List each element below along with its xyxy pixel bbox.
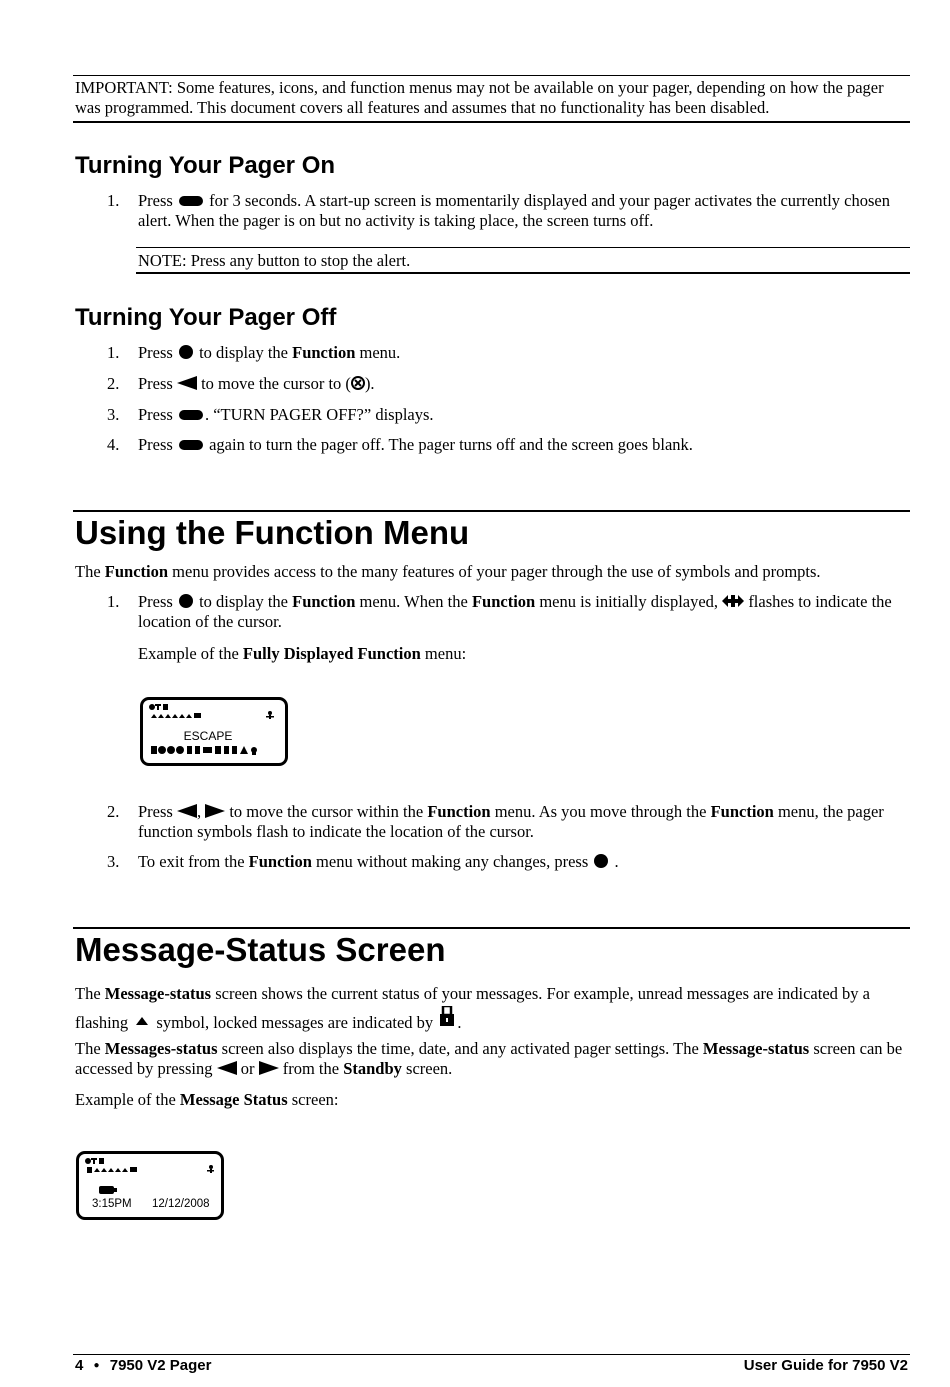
function-intro xyxy=(75,562,908,582)
left-arrow-icon xyxy=(177,376,197,390)
ms-p2-bold1: Messages-status xyxy=(104,1039,218,1058)
on-step-1-pre: Press xyxy=(138,191,173,210)
off-step-3-post: . “TURN PAGER OFF?” displays. xyxy=(204,405,434,424)
lock-icon xyxy=(440,1006,454,1026)
off-step-1-post: menu. xyxy=(359,343,401,362)
ms-p2-or: or xyxy=(240,1059,255,1078)
left-arrow-icon xyxy=(217,1061,237,1075)
function-menu-heading: Using the Function Menu xyxy=(75,514,470,551)
fn-step-2 xyxy=(138,802,908,842)
function-example-caption xyxy=(138,644,466,664)
turning-on-heading: Turning Your Pager On xyxy=(75,152,336,179)
power-button-icon xyxy=(179,410,203,420)
ms-example-bold: Message Status xyxy=(179,1090,288,1109)
off-step-3-pre: Press xyxy=(138,405,173,424)
function-section-rule xyxy=(73,510,910,512)
lcd-battery-icon xyxy=(99,1186,117,1194)
important-bottom-rule xyxy=(73,121,910,123)
off-step-4 xyxy=(138,435,908,455)
fn-step-1-b1: Function xyxy=(292,592,356,611)
ms-p2-pre: The xyxy=(75,1039,101,1058)
fn-step-3 xyxy=(138,852,908,872)
fn-step-1-e: flashes to indicate the location of the cursor. xyxy=(138,592,892,631)
fn-step-2-a: to move the cursor within the xyxy=(229,802,424,821)
fn-step-1-a: to display the xyxy=(199,592,288,611)
off-step-4-number: 4. xyxy=(107,435,120,454)
ms-p1-a: screen shows the current status of your messages. For example, unread messages are indicated by a flashing xyxy=(75,984,870,1032)
off-step-1-mid: to display the xyxy=(199,343,288,362)
message-status-p2 xyxy=(75,1039,908,1079)
off-step-1-number: 1. xyxy=(107,343,120,362)
note-bottom-rule xyxy=(136,272,910,274)
fn-step-3-pre: To exit from the xyxy=(138,852,245,871)
left-arrow-icon xyxy=(177,804,197,818)
fn-step-3-number: 3. xyxy=(107,852,120,871)
fn-step-1 xyxy=(138,592,908,632)
ms-p2-c: from the xyxy=(282,1059,340,1078)
ms-p1-b: symbol, locked messages are indicated by xyxy=(156,1013,434,1032)
ms-p2-d: screen. xyxy=(406,1059,453,1078)
lcd-status-icons xyxy=(148,703,278,721)
message-status-lcd xyxy=(76,1151,224,1220)
fn-example-pre: Example of the xyxy=(138,644,239,663)
fn-step-3-b1: Function xyxy=(248,852,312,871)
footer-bullet: ● xyxy=(93,1360,100,1371)
power-button-icon xyxy=(179,196,203,206)
fn-example-post: menu: xyxy=(424,644,467,663)
fn-step-3-end: . xyxy=(614,852,619,871)
off-step-2 xyxy=(138,374,908,394)
ms-p1-end: . xyxy=(457,1013,462,1032)
lcd-time: 3:15PM xyxy=(92,1198,132,1210)
function-menu-lcd xyxy=(140,697,288,766)
fn-step-1-b2: Function xyxy=(471,592,536,611)
footer-left xyxy=(75,1357,211,1377)
off-step-2-end: ). xyxy=(364,374,375,393)
fn-step-1-number: 1. xyxy=(107,592,120,611)
note-text: NOTE: Press any button to stop the alert. xyxy=(138,251,411,270)
ms-example-post: screen: xyxy=(291,1090,339,1109)
off-step-4-post: again to turn the pager off. The pager turns off and the screen goes blank. xyxy=(209,435,693,454)
lcd-status-icons xyxy=(84,1157,214,1175)
off-step-2-pre: Press xyxy=(138,374,173,393)
function-intro-pre: The xyxy=(75,562,101,581)
on-step-1-text: for 3 seconds. A start-up screen is momentarily displayed and your pager activates the currently chosen alert. When the pager is on but no activity is taking place, the screen turns off. xyxy=(138,191,890,230)
lcd-function-symbols xyxy=(151,744,281,756)
unread-triangle-icon xyxy=(136,1017,148,1025)
off-step-2-number: 2. xyxy=(107,374,120,393)
ms-p1-bold: Message-status xyxy=(104,984,212,1003)
function-intro-post: menu provides access to the many features of your pager through the use of symbols and prompts. xyxy=(172,562,821,581)
off-step-3 xyxy=(138,405,908,425)
function-button-icon xyxy=(179,594,193,608)
function-button-icon xyxy=(179,345,193,359)
ms-example-pre: Example of the xyxy=(75,1090,176,1109)
fn-step-2-c: menu. As you move through the xyxy=(494,802,707,821)
note-top-rule xyxy=(136,247,910,248)
top-rule xyxy=(73,75,910,76)
lcd-date: 12/12/2008 xyxy=(152,1198,210,1210)
fn-step-2-pre: Press xyxy=(138,802,173,821)
fn-step-2-number: 2. xyxy=(107,802,120,821)
ms-p2-bold3: Standby xyxy=(343,1059,402,1078)
ms-p1-pre: The xyxy=(75,984,101,1003)
message-section-rule xyxy=(73,927,910,929)
ms-p2-a: screen also displays the time, date, and any activated pager settings. The xyxy=(221,1039,699,1058)
fn-example-bold: Fully Displayed Function xyxy=(242,644,421,663)
off-step-2-post: to move the cursor to ( xyxy=(201,374,351,393)
cursor-arrows-icon xyxy=(722,595,744,607)
fn-step-1-c: menu. When the xyxy=(359,592,468,611)
fn-step-1-pre: Press xyxy=(138,592,173,611)
right-arrow-icon xyxy=(205,804,225,818)
footer-product-title: 7950 V2 Pager xyxy=(109,1357,212,1374)
ms-p2-bold2: Message-status xyxy=(702,1039,810,1058)
fn-step-2-b2: Function xyxy=(710,802,774,821)
power-button-icon xyxy=(179,440,203,450)
on-step-1-number: 1. xyxy=(107,191,120,210)
important-note: IMPORTANT: Some features, icons, and function menus may not be available on your pager, depending on how the pager was programmed. This document covers all features and assumes that no functionality has been disabled. xyxy=(75,78,884,117)
page-number: 4 xyxy=(75,1357,84,1374)
fn-step-2-comma: , xyxy=(196,802,202,821)
turning-off-heading: Turning Your Pager Off xyxy=(75,304,337,331)
message-status-p1 xyxy=(75,979,908,1037)
off-step-1-pre: Press xyxy=(138,343,173,362)
off-step-1-bold: Function xyxy=(292,343,356,362)
function-intro-bold: Function xyxy=(104,562,169,581)
off-step-4-pre: Press xyxy=(138,435,173,454)
right-arrow-icon xyxy=(259,1061,279,1075)
power-off-icon xyxy=(351,376,365,390)
fn-step-2-b1: Function xyxy=(427,802,491,821)
off-step-3-number: 3. xyxy=(107,405,120,424)
fn-step-2-d: menu, the pager function symbols flash to indicate the location of the cursor. xyxy=(138,802,884,841)
fn-step-1-d: menu is initially displayed, xyxy=(539,592,719,611)
on-step-1 xyxy=(138,191,898,231)
message-status-example-caption xyxy=(75,1090,338,1110)
ms-p2-b: screen can be accessed by pressing xyxy=(75,1039,903,1078)
off-step-1 xyxy=(138,343,908,363)
message-status-heading: Message-Status Screen xyxy=(75,931,446,968)
lcd-escape-label: ESCAPE xyxy=(183,729,233,743)
footer-right: User Guide for 7950 V2 xyxy=(743,1357,908,1374)
fn-step-3-post: menu without making any changes, press xyxy=(316,852,589,871)
function-button-icon xyxy=(594,854,608,868)
footer-rule xyxy=(73,1354,910,1355)
